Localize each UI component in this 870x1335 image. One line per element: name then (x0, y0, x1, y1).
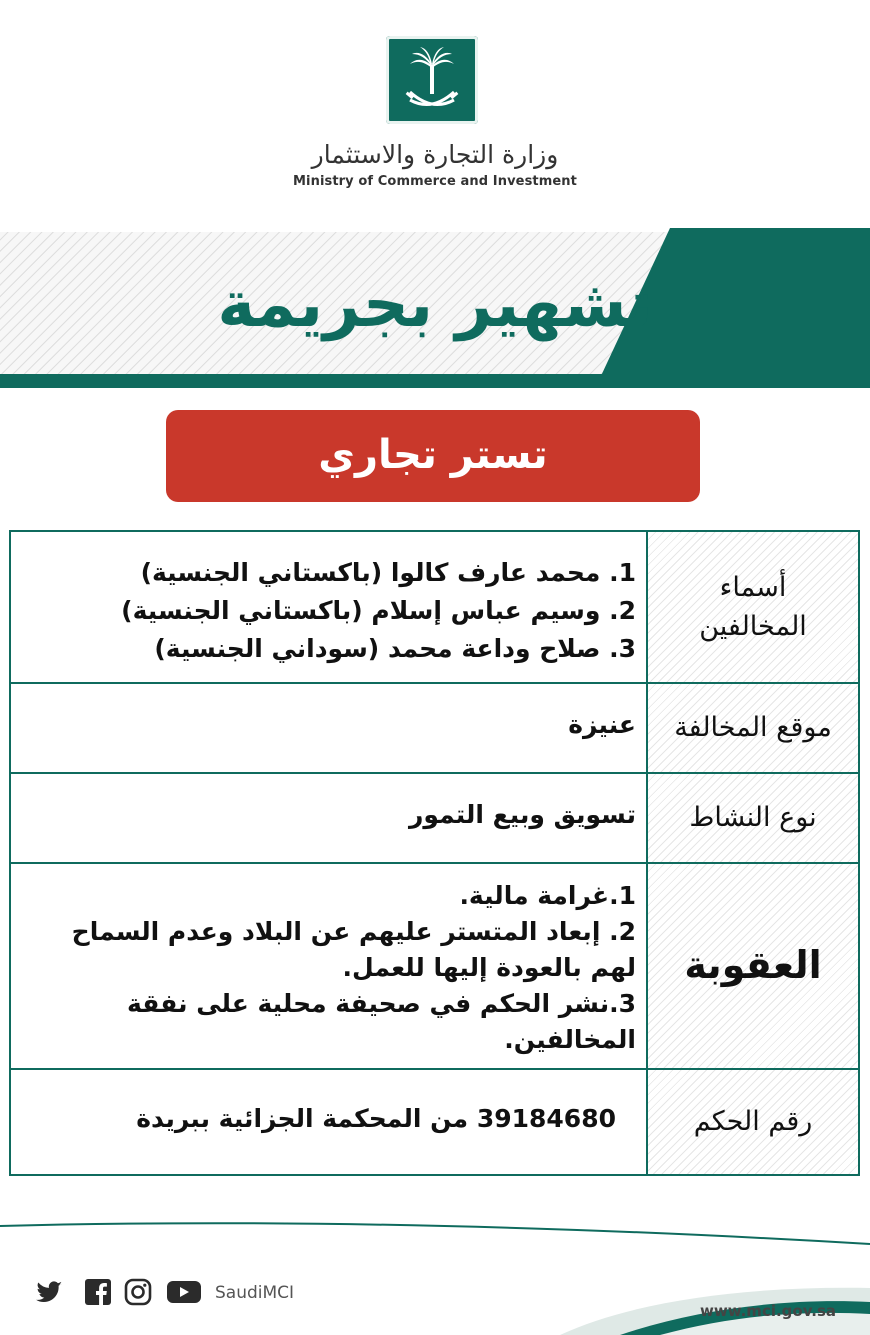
label-line: نوع النشاط (689, 802, 817, 834)
label-line: العقوبة (684, 943, 822, 988)
violator-name: 3. صلاح وداعة محمد (سوداني الجنسية) (154, 634, 636, 663)
label-line: أسماء (719, 571, 787, 603)
value-penalty (25, 864, 636, 1082)
value-verdict-number (25, 1070, 636, 1208)
penalty-line: 1.غرامة مالية. (459, 881, 636, 910)
instagram-icon[interactable] (124, 1278, 152, 1306)
table-row-penalty (11, 864, 858, 1070)
violation-details-table (9, 530, 860, 1176)
table-row-location (11, 684, 858, 774)
social-handle: SaudiMCI (215, 1283, 295, 1303)
violator-name: 2. وسيم عباس إسلام (باكستاني الجنسية) (121, 596, 636, 625)
penalty-line: لهم بالعودة إليها للعمل. (342, 953, 636, 982)
penalty-line: 3.نشر الحكم في صحيفة محلية على نفقة (127, 989, 636, 1018)
twitter-icon[interactable] (36, 1278, 64, 1306)
ministry-name-english: Ministry of Commerce and Investment (293, 174, 577, 189)
facebook-icon[interactable] (84, 1278, 112, 1306)
palm-swords-emblem-icon (386, 36, 478, 124)
violator-name: 1. محمد عارف كالوا (باكستاني الجنسية) (140, 558, 636, 587)
label-verdict-number (646, 1070, 858, 1174)
label-line: موقع المخالفة (674, 712, 832, 744)
table-row-activity (11, 774, 858, 864)
youtube-icon[interactable] (166, 1278, 202, 1306)
label-location (646, 684, 858, 772)
website-link[interactable]: www.mci.gov.sa (700, 1302, 837, 1320)
value-violator-names (25, 532, 636, 704)
ministry-name-arabic: وزارة التجارة والاستثمار (311, 140, 559, 169)
banner-title: تشهير بجريمة (217, 268, 653, 342)
table-row-violators (11, 532, 858, 684)
label-violator-names (646, 532, 858, 682)
activity-text: تسويق وبيع التمور (408, 800, 636, 829)
location-text: عنيزة (568, 710, 636, 739)
verdict-text: 39184680 من المحكمة الجزائية ببريدة (136, 1104, 616, 1133)
table-row-verdict-number (11, 1070, 858, 1174)
label-activity (646, 774, 858, 862)
label-penalty (646, 864, 858, 1068)
penalty-line: 2. إبعاد المتستر عليهم عن البلاد وعدم السماح (71, 917, 636, 946)
label-line: رقم الحكم (693, 1106, 813, 1138)
label-line: المخالفين (699, 611, 807, 642)
ministry-logo (386, 36, 478, 124)
penalty-line: المخالفين. (504, 1025, 636, 1054)
crime-type-text: تستر تجاري (318, 432, 548, 478)
